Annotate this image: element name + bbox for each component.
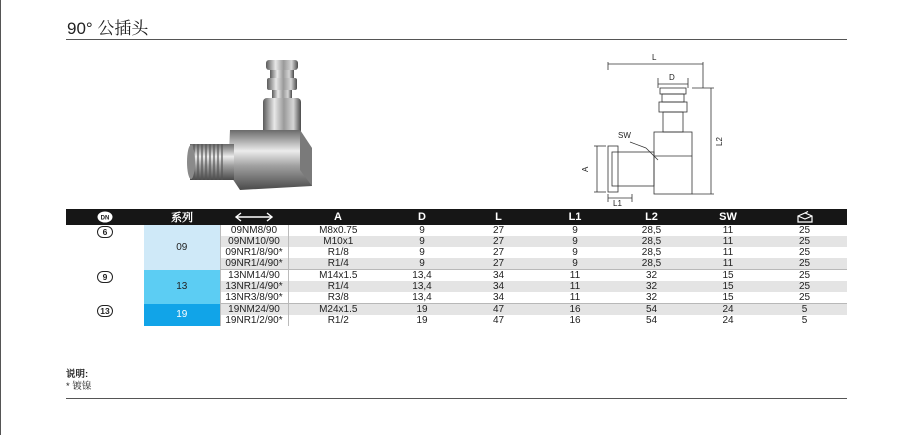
table-header-row — [66, 209, 847, 225]
sw-cell: 11 — [694, 258, 762, 270]
d-cell: 9 — [419, 225, 425, 236]
dim-label-l2: L2 — [715, 137, 724, 146]
pack-cell: 25 — [762, 258, 847, 270]
technical-drawing — [572, 48, 732, 206]
header-sw: SW — [694, 209, 762, 225]
sw-cell: 11 — [722, 225, 734, 236]
sw-cell: 15 — [694, 292, 762, 304]
table-row — [66, 270, 847, 282]
dn-cell — [66, 304, 144, 327]
pack-cell: 25 — [798, 247, 811, 258]
dn-cell — [66, 225, 144, 270]
sw-cell: 11 — [722, 247, 734, 258]
l-cell: 47 — [456, 304, 541, 316]
a-cell: R3/8 — [288, 292, 388, 304]
l1-cell: 9 — [572, 247, 578, 258]
l2-cell: 32 — [609, 281, 694, 292]
code-cell: 13NR3/8/90* — [220, 292, 288, 304]
a-cell: R1/4 — [288, 281, 388, 292]
code-cell: 09NR1/4/90* — [220, 258, 288, 270]
dn-icon — [97, 211, 113, 223]
page-title: 90° 公插头 — [67, 19, 149, 38]
l-cell: 34 — [492, 270, 505, 281]
l2-cell: 28,5 — [641, 225, 662, 236]
notes — [66, 369, 91, 393]
header-d: D — [388, 209, 456, 225]
header-series: 系列 — [144, 209, 220, 225]
l2-cell: 28,5 — [609, 258, 694, 270]
series-cell: 09 — [144, 225, 220, 270]
notes-line: * 镀镍 — [66, 381, 92, 392]
l-cell: 27 — [456, 236, 541, 247]
dim-label-l1: L1 — [613, 199, 622, 206]
code-cell: 09NM10/90 — [220, 236, 288, 247]
sw-cell: 24 — [694, 304, 762, 316]
d-cell: 19 — [416, 315, 428, 326]
l1-cell: 9 — [541, 236, 609, 247]
code-cell: 09NR1/8/90* — [220, 247, 288, 258]
dn-badge: 6 — [97, 226, 113, 238]
d-cell: 13,4 — [388, 292, 456, 304]
package-icon — [796, 211, 814, 223]
sw-cell: 15 — [694, 281, 762, 292]
pack-cell: 5 — [762, 304, 847, 316]
a-cell: M24x1.5 — [288, 304, 388, 316]
double-arrow-icon — [234, 212, 274, 222]
header-l2: L2 — [609, 209, 694, 225]
pack-cell: 25 — [798, 270, 811, 281]
svg-text:DN: DN — [100, 215, 110, 222]
l-cell: 34 — [456, 281, 541, 292]
sw-cell: 15 — [722, 270, 734, 281]
l2-cell: 28,5 — [609, 236, 694, 247]
page-left-border — [0, 0, 1, 435]
series-cell: 13 — [144, 270, 220, 304]
code-cell: 19NM24/90 — [220, 304, 288, 316]
dn-badge: 9 — [97, 271, 113, 283]
dn-badge: 13 — [97, 305, 113, 317]
l2-cell: 54 — [645, 315, 658, 326]
a-cell: R1/4 — [288, 258, 388, 270]
l1-cell: 16 — [541, 304, 609, 316]
d-cell: 9 — [419, 247, 425, 258]
header-code — [220, 209, 288, 225]
pack-cell: 25 — [762, 236, 847, 247]
header-pack — [762, 209, 847, 225]
series-cell: 19 — [144, 304, 220, 327]
a-cell: R1/8 — [327, 247, 349, 258]
code-cell: 09NM8/90 — [220, 225, 288, 236]
sw-cell: 11 — [694, 236, 762, 247]
table-row — [66, 225, 847, 236]
dim-label-a: A — [581, 166, 590, 172]
header-dn — [66, 209, 144, 225]
l1-cell: 11 — [569, 270, 581, 281]
header-l1: L1 — [541, 209, 609, 225]
pack-cell: 5 — [801, 315, 808, 326]
a-cell: M14x1.5 — [319, 270, 358, 281]
header-a: A — [288, 209, 388, 225]
l-cell: 34 — [456, 292, 541, 304]
l2-cell: 32 — [609, 292, 694, 304]
l2-cell: 54 — [609, 304, 694, 316]
d-cell: 19 — [388, 304, 456, 316]
a-cell: M10x1 — [288, 236, 388, 247]
spec-table — [66, 209, 847, 326]
d-cell: 9 — [388, 236, 456, 247]
table-row — [66, 304, 847, 316]
notes-title: 说明: — [66, 369, 89, 380]
l1-cell: 16 — [569, 315, 581, 326]
sw-cell: 24 — [722, 315, 734, 326]
l-cell: 27 — [492, 225, 505, 236]
code-cell: 13NR1/4/90* — [220, 281, 288, 292]
l1-cell: 11 — [541, 292, 609, 304]
l1-cell: 11 — [541, 281, 609, 292]
d-cell: 13,4 — [412, 270, 432, 281]
l1-cell: 9 — [572, 225, 578, 236]
dim-label-sw: SW — [618, 131, 631, 140]
a-cell: R1/2 — [327, 315, 349, 326]
d-cell: 13,4 — [388, 281, 456, 292]
code-cell: 19NR1/2/90* — [220, 315, 288, 326]
l2-cell: 28,5 — [641, 247, 662, 258]
l1-cell: 9 — [541, 258, 609, 270]
dn-cell — [66, 270, 144, 304]
title-divider — [66, 39, 847, 40]
pack-cell: 25 — [798, 225, 811, 236]
header-l: L — [456, 209, 541, 225]
product-photo — [180, 52, 330, 202]
l-cell: 27 — [456, 258, 541, 270]
bottom-divider — [66, 398, 847, 399]
l-cell: 47 — [492, 315, 505, 326]
pack-cell: 25 — [762, 292, 847, 304]
dim-label-l: L — [652, 53, 657, 62]
l-cell: 27 — [492, 247, 505, 258]
pack-cell: 25 — [762, 281, 847, 292]
dim-label-d: D — [669, 73, 675, 82]
d-cell: 9 — [388, 258, 456, 270]
code-cell: 13NM14/90 — [220, 270, 288, 282]
a-cell: M8x0.75 — [319, 225, 358, 236]
l2-cell: 32 — [645, 270, 658, 281]
